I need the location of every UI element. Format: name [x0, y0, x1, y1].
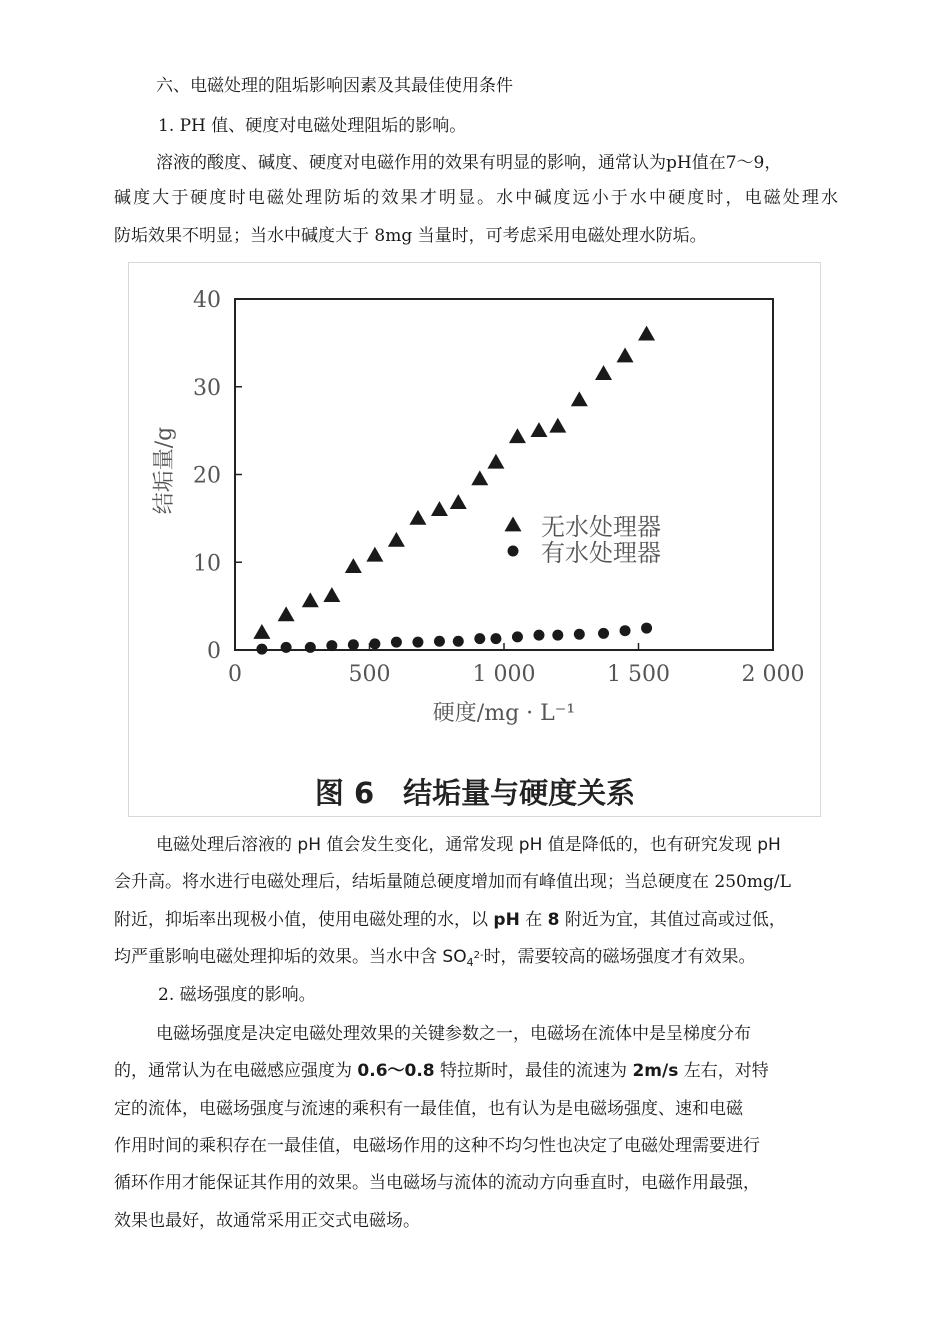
data-point-circle	[598, 628, 609, 639]
data-point-circle	[326, 640, 337, 651]
data-point-circle	[533, 630, 544, 641]
data-point-circle	[620, 625, 631, 636]
text-run: pH	[518, 835, 543, 855]
x-tick-label: 1 500	[607, 662, 670, 687]
y-tick-label: 30	[193, 375, 221, 401]
paragraph-3-line-5: 循环作用才能保证其作用的效果。当电磁场与流体的流动方向垂直时，电磁作用最强，	[114, 1173, 760, 1193]
legend-marker-triangle	[505, 517, 522, 532]
x-tick-label: 500	[348, 662, 391, 687]
x-axis-label: 硬度/mg · L⁻¹	[432, 701, 576, 726]
paragraph-3-line-3: 定的流体，电磁场强度与流速的乘积有一最佳值，也有认为是电磁场强度、速和电磁	[114, 1099, 743, 1119]
data-point-triangle	[638, 326, 655, 341]
data-point-triangle	[450, 494, 467, 509]
data-point-circle	[574, 629, 585, 640]
data-point-circle	[305, 642, 316, 653]
data-point-triangle	[617, 348, 634, 363]
data-point-triangle	[253, 624, 270, 639]
data-point-circle	[641, 623, 652, 634]
paragraph-1-line-1: 溶液的酸度、碱度、硬度对电磁作用的效果有明显的影响，通常认为pH值在7～9，	[156, 153, 782, 173]
data-point-triangle	[366, 547, 383, 562]
paragraph-2-line-1	[156, 834, 838, 856]
sulfate-formula: SO	[442, 947, 467, 967]
text-run: 电磁处理后溶液的	[156, 835, 298, 855]
plot-frame	[235, 299, 773, 650]
text-run: 的，通常认为在电磁感应强度为	[114, 1061, 358, 1081]
data-point-triangle	[323, 587, 340, 602]
x-tick-label: 1 000	[472, 662, 536, 687]
data-point-triangle	[471, 470, 488, 485]
paragraph-1-line-3: 防垢效果不明显；当水中碱度大于 8mg 当量时，可考虑采用电磁处理水防垢。	[114, 226, 707, 246]
text-run: 附近，抑垢率出现极小值，使用电磁处理的水，以	[114, 910, 494, 930]
figure-caption: 图 6 结垢量与硬度关系	[314, 776, 636, 810]
subscript: 4	[466, 956, 474, 969]
data-point-circle	[391, 637, 402, 648]
data-point-circle	[490, 633, 501, 644]
text-run: 时，需要较高的磁场强度才有效果。	[483, 947, 756, 967]
data-point-triangle	[595, 365, 612, 380]
data-point-triangle	[345, 558, 362, 573]
paragraph-2-line-4	[114, 946, 838, 971]
data-point-triangle	[549, 418, 566, 433]
data-point-circle	[412, 637, 423, 648]
data-point-triangle	[487, 454, 504, 469]
text-run: 特拉斯时，最佳的流速为	[434, 1061, 633, 1081]
paragraph-3-line-6: 效果也最好，故通常采用正交式电磁场。	[114, 1211, 420, 1231]
y-tick-label: 0	[207, 639, 221, 664]
data-point-triangle	[509, 428, 526, 443]
section-heading: 六、电磁处理的阻垢影响因素及其最佳使用条件	[156, 76, 513, 96]
y-tick-label: 20	[193, 463, 221, 489]
data-point-triangle	[431, 501, 448, 516]
paragraph-3-line-4: 作用时间的乘积存在一最佳值，电磁场作用的这种不均匀性也决定了电磁处理需要进行	[114, 1136, 760, 1156]
text-run: pH	[297, 835, 321, 855]
legend-label-no-treatment: 无水处理器	[541, 513, 661, 541]
data-point-triangle	[388, 532, 405, 547]
data-point-circle	[512, 631, 523, 642]
paragraph-2-line-2: 会升高。将水进行电磁处理后，结垢量随总硬度增加而有峰值出现；当总硬度在 250mg/L	[114, 872, 791, 892]
text-run-bold: 2m/s	[632, 1061, 679, 1081]
legend-label-with-treatment: 有水处理器	[541, 539, 661, 567]
text-run: 均严重影响电磁处理抑垢的效果。当水中含	[114, 947, 443, 967]
data-point-circle	[348, 639, 359, 650]
data-point-triangle	[302, 592, 319, 607]
text-run-bold: 0.6～0.8	[357, 1061, 435, 1081]
superscript: 2-	[473, 950, 484, 961]
text-run: 值会发生变化，通常发现	[320, 835, 519, 855]
data-point-circle	[281, 642, 292, 653]
data-point-circle	[369, 638, 380, 649]
text-run-bold: pH	[493, 910, 520, 930]
data-point-circle	[453, 636, 464, 647]
data-point-triangle	[571, 391, 588, 406]
y-axis-label: 结垢量/g	[152, 426, 177, 515]
data-point-triangle	[409, 510, 426, 525]
y-tick-label: 40	[193, 288, 221, 313]
paragraph-1-line-2: 碱度大于硬度时电磁处理防垢的效果才明显。水中碱度远小于水中硬度时，电磁处理水	[114, 188, 838, 208]
data-point-circle	[552, 630, 563, 641]
data-point-circle	[434, 636, 445, 647]
text-run: 在	[519, 910, 548, 930]
figure-6	[128, 262, 821, 817]
data-point-triangle	[530, 422, 547, 437]
data-point-circle	[474, 633, 485, 644]
text-run: 附近为宜，其值过高或过低，	[559, 910, 786, 930]
paragraph-3-line-2	[114, 1060, 838, 1082]
text-run: pH	[757, 835, 781, 855]
paragraph-2-line-3	[114, 909, 838, 931]
subsection-heading-1: 1. PH 值、硬度对电磁处理阻垢的影响。	[158, 116, 467, 136]
x-tick-label: 0	[228, 662, 242, 687]
legend-marker-circle	[508, 546, 519, 557]
y-tick-label: 10	[193, 551, 221, 577]
data-point-triangle	[278, 606, 295, 621]
paragraph-3-line-1: 电磁场强度是决定电磁处理效果的关键参数之一，电磁场在流体中是呈梯度分布	[156, 1024, 751, 1044]
data-point-circle	[256, 644, 267, 655]
text-run: 左右，对特	[678, 1061, 769, 1081]
text-run: 值是降低的，也有研究发现	[542, 835, 758, 855]
scatter-chart	[129, 263, 822, 818]
x-tick-label: 2 000	[741, 662, 805, 687]
subsection-heading-2: 2. 磁场强度的影响。	[158, 985, 316, 1005]
text-run-bold: 8	[547, 910, 560, 930]
